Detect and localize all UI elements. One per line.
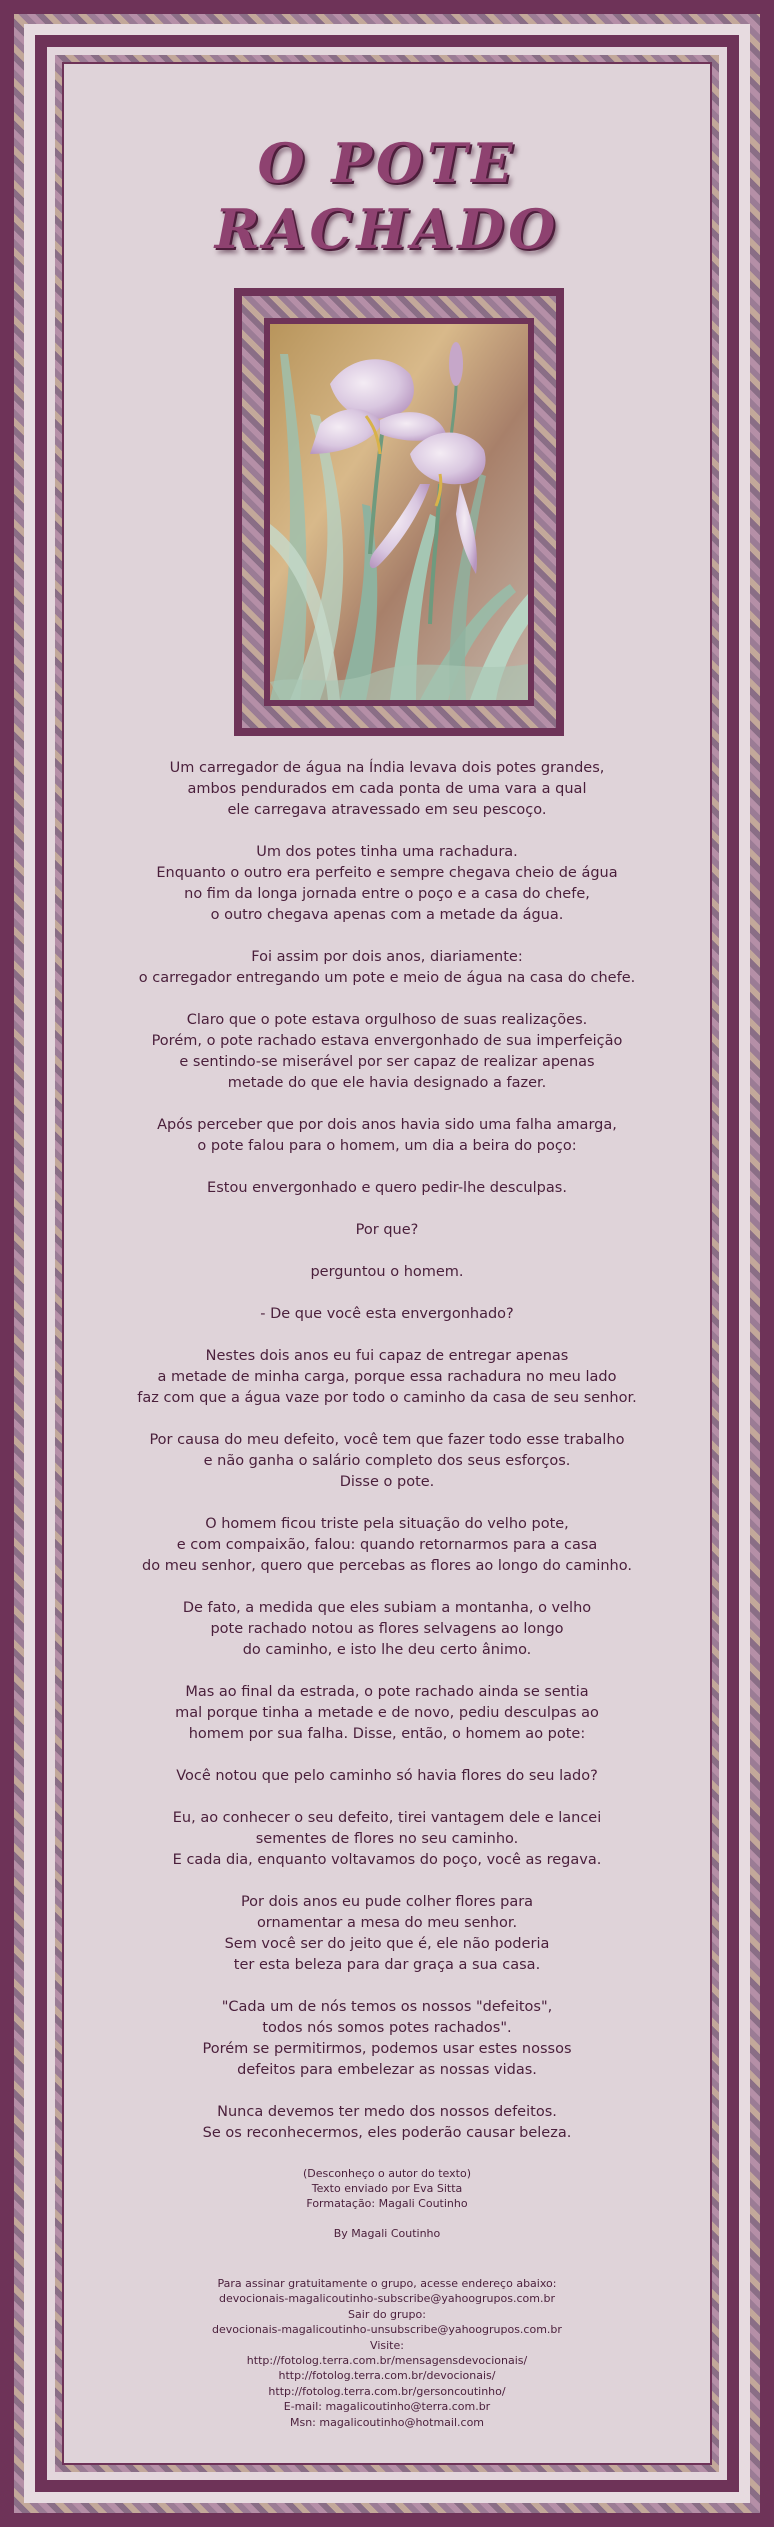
credits [64, 2166, 710, 2256]
subscribe-line: Visite: [370, 2338, 404, 2352]
story-line: Se os reconhecermos, eles poderão causar beleza. [202, 2125, 572, 2141]
story-line: Por causa do meu defeito, você tem que fazer todo esse trabalho [149, 1432, 625, 1448]
story-paragraph [64, 1514, 710, 1577]
title-line-2: RACHADO [214, 197, 560, 261]
story-line: e não ganha o salário completo dos seus esforços. [203, 1453, 571, 1469]
story-paragraph [64, 1892, 710, 1976]
subscribe-line: Msn: magalicoutinho@hotmail.com [289, 2415, 485, 2429]
story-line: e sentindo-se miserável por ser capaz de realizar apenas [179, 1054, 595, 1070]
story-line: Nunca devemos ter medo dos nossos defeitos. [217, 2104, 557, 2120]
story-line: Por dois anos eu pude colher flores para [240, 1894, 534, 1910]
story-paragraph [64, 1262, 710, 1283]
story-paragraph [64, 758, 710, 821]
story-line: perguntou o homem. [310, 1264, 464, 1280]
page-content [62, 62, 712, 2465]
story-line: Estou envergonhado e quero pedir-lhe desculpas. [207, 1180, 567, 1196]
illustration-mat [264, 318, 534, 706]
subscribe-line: Para assinar gratuitamente o grupo, acesse endereço abaixo: [217, 2277, 557, 2290]
story-line: homem por sua falha. Disse, então, o homem ao pote: [188, 1726, 586, 1742]
subscribe-link[interactable]: http://fotolog.terra.com.br/mensagensdevocionais/ [246, 2354, 528, 2368]
story-paragraph [64, 1115, 710, 1157]
story-text [64, 758, 710, 2165]
story-line: o outro chegava apenas com a metade da água. [210, 907, 564, 923]
credit-line: Texto enviado por Eva Sitta [311, 2182, 463, 2195]
story-paragraph [64, 1808, 710, 1871]
subscribe-link[interactable]: devocionais-magalicoutinho-subscribe@yahoogrupos.com.br [219, 2292, 555, 2306]
story-line: todos nós somos potes rachados". [262, 2020, 512, 2036]
page-title [64, 130, 710, 262]
story-line: Mas ao final da estrada, o pote rachado ainda se sentia [185, 1684, 589, 1700]
credit-lines [64, 2166, 710, 2211]
story-line: defeitos para embelezar as nossas vidas. [237, 2062, 537, 2078]
story-line: ambos pendurados em cada ponta de uma vara a qual [187, 781, 587, 797]
story-line: metade do que ele havia designado a fazer. [227, 1075, 547, 1091]
story-line: do meu senhor, quero que percebas as flores ao longo do caminho. [142, 1558, 632, 1574]
story-line: Foi assim por dois anos, diariamente: [251, 949, 523, 965]
story-line: a metade de minha carga, porque essa rachadura no meu lado [157, 1369, 617, 1385]
subscribe-line: E-mail: magalicoutinho@terra.com.br [283, 2400, 491, 2414]
subscribe-line: Sair do grupo: [348, 2307, 426, 2321]
story-line: E cada dia, enquanto voltavamos do poço, você as regava. [172, 1852, 602, 1868]
story-line: ele carregava atravessado em seu pescoço. [227, 802, 547, 818]
story-line: Nestes dois anos eu fui capaz de entregar apenas [205, 1348, 569, 1364]
story-line: Porém, o pote rachado estava envergonhado de sua imperfeição [151, 1033, 623, 1049]
story-paragraph [64, 1304, 710, 1325]
story-line: Claro que o pote estava orgulhoso de suas realizações. [186, 1012, 588, 1028]
iris-painting [270, 324, 528, 700]
story-line: sementes de flores no seu caminho. [255, 1831, 519, 1847]
story-line: o pote falou para o homem, um dia a beira do poço: [197, 1138, 577, 1154]
story-line: mal porque tinha a metade e de novo, pediu desculpas ao [175, 1705, 599, 1721]
story-line: Um carregador de água na Índia levava dois potes grandes, [169, 760, 605, 776]
credit-line: (Desconheço o autor do texto) [303, 2167, 471, 2180]
story-paragraph [64, 1178, 710, 1199]
story-line: O homem ficou triste pela situação do velho pote, [205, 1516, 569, 1532]
story-line: faz com que a água vaze por todo o caminho da casa de seu senhor. [137, 1390, 637, 1406]
story-line: ter esta beleza para dar graça a sua casa. [233, 1957, 541, 1973]
subscribe-link[interactable]: http://fotolog.terra.com.br/devocionais/ [278, 2369, 496, 2383]
subscribe-link[interactable]: devocionais-magalicoutinho-unsubscribe@yahoogrupos.com.br [212, 2323, 562, 2337]
story-paragraph [64, 1346, 710, 1409]
story-paragraph [64, 1766, 710, 1787]
story-paragraph [64, 1430, 710, 1493]
story-paragraph [64, 1010, 710, 1094]
story-line: Disse o pote. [339, 1474, 435, 1490]
story-line: "Cada um de nós temos os nossos "defeitos", [221, 1999, 553, 2015]
story-line: Após perceber que por dois anos havia sido uma falha amarga, [157, 1117, 617, 1133]
story-line: e com compaixão, falou: quando retornarmos para a casa [176, 1537, 598, 1553]
story-line: pote rachado notou as flores selvagens ao longo [210, 1621, 564, 1637]
story-paragraph [64, 2102, 710, 2144]
story-line: Por que? [355, 1222, 419, 1238]
illustration-frame [234, 288, 564, 736]
story-line: Enquanto o outro era perfeito e sempre chegava cheio de água [156, 865, 618, 881]
story-line: ornamentar a mesa do meu senhor. [256, 1915, 518, 1931]
story-line: - De que você esta envergonhado? [260, 1306, 514, 1322]
story-paragraph [64, 1598, 710, 1661]
iris-flowers-image [270, 324, 528, 700]
byline: By Magali Coutinho [333, 2227, 441, 2240]
story-line: De fato, a medida que eles subiam a montanha, o velho [182, 1600, 592, 1616]
credit-line: Formatação: Magali Coutinho [306, 2197, 468, 2210]
story-line: Você notou que pelo caminho só havia flores do seu lado? [176, 1768, 598, 1784]
story-line: Porém se permitirmos, podemos usar estes nossos [202, 2041, 572, 2057]
title-line-1: O POTE [257, 131, 517, 195]
story-paragraph [64, 947, 710, 989]
story-line: o carregador entregando um pote e meio de água na casa do chefe. [138, 970, 636, 986]
story-paragraph [64, 1220, 710, 1241]
story-line: no fim da longa jornada entre o poço e a casa do chefe, [184, 886, 590, 902]
subscribe-info [64, 2276, 710, 2430]
story-paragraph [64, 1997, 710, 2081]
story-line: do caminho, e isto lhe deu certo ânimo. [242, 1642, 532, 1658]
story-paragraph [64, 842, 710, 926]
story-line: Eu, ao conhecer o seu defeito, tirei vantagem dele e lancei [172, 1810, 602, 1826]
story-line: Sem você ser do jeito que é, ele não poderia [224, 1936, 550, 1952]
story-paragraph [64, 1682, 710, 1745]
story-line: Um dos potes tinha uma rachadura. [256, 844, 518, 860]
subscribe-link[interactable]: http://fotolog.terra.com.br/gersoncoutinho/ [268, 2384, 506, 2398]
